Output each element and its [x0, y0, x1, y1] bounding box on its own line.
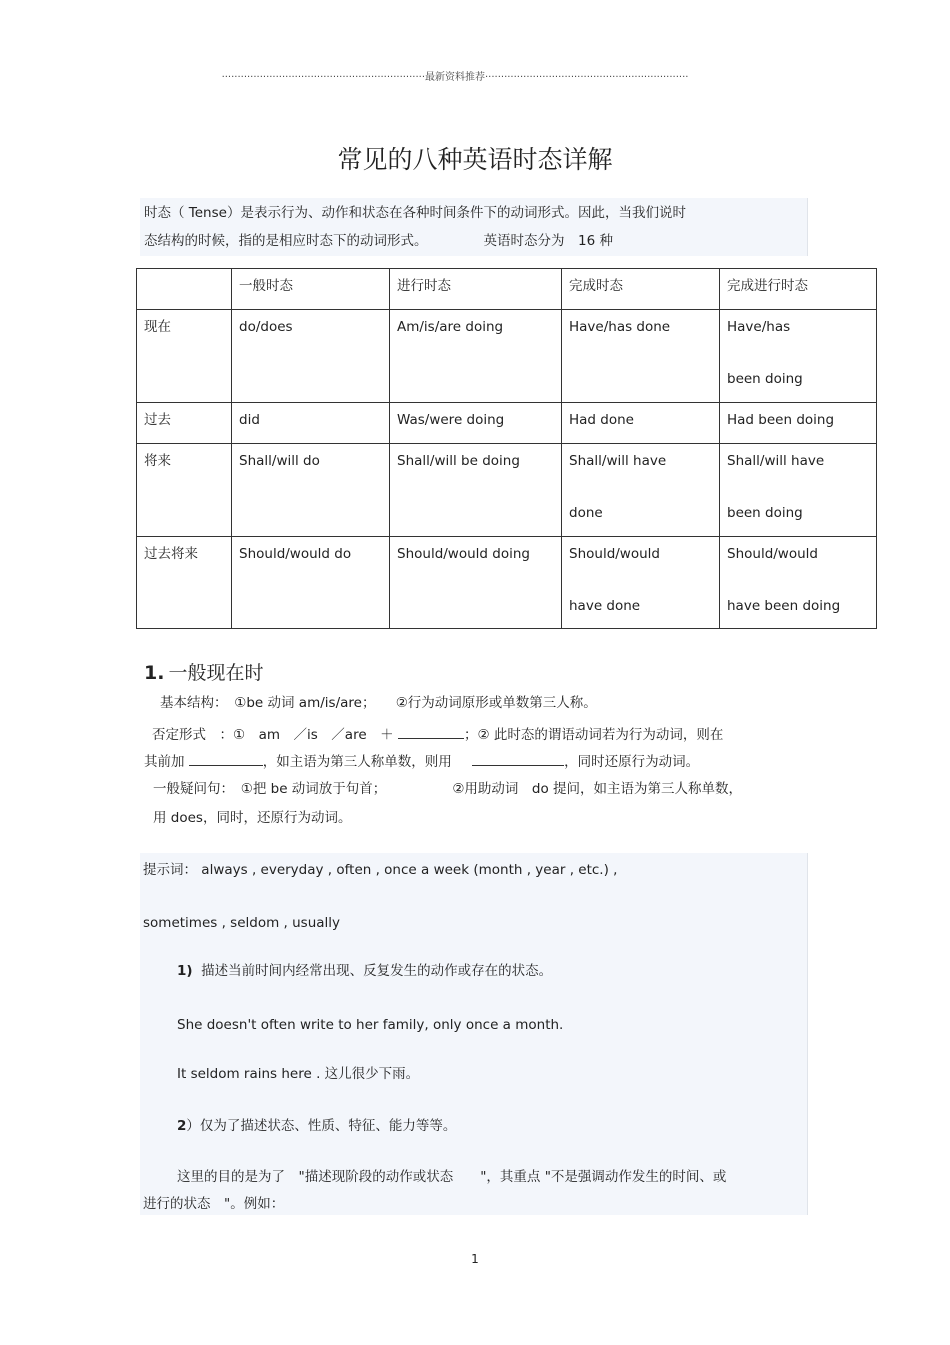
- table-header-cell: [137, 269, 232, 310]
- row-label: 将来: [137, 444, 232, 537]
- negative-form-text-b: ；② 此时态的谓语动词若为行为动词，则在: [463, 727, 724, 743]
- cell-line: Should/would: [727, 546, 818, 562]
- hints-block: [140, 853, 808, 1215]
- basic-structure-line: 基本结构： ①be 动词 am/is/are； ②行为动词原形或单数第三人称。: [160, 695, 597, 711]
- table-cell: Shall/will do: [232, 444, 390, 537]
- row-label: 现在: [137, 310, 232, 403]
- cell-line: Shall/will have: [569, 453, 667, 469]
- header-dots-left: ································································: [221, 72, 425, 83]
- example-sentence: She doesn't often write to her family, only once a month.: [177, 1017, 564, 1033]
- point-text: ）仅为了描述状态、性质、特征、能力等等。: [186, 1118, 457, 1134]
- example-sentence: It seldom rains here . 这儿很少下雨。: [177, 1066, 420, 1082]
- table-cell: [562, 444, 720, 537]
- table-row: [137, 310, 877, 403]
- table-row: [137, 444, 877, 537]
- cell-line: Shall/will have: [727, 453, 825, 469]
- cell-line: have been doing: [727, 598, 841, 614]
- page-number: 1: [471, 1252, 479, 1266]
- table-header-cell: 进行时态: [390, 269, 562, 310]
- point-text: 描述当前时间内经常出现、反复发生的动作或存在的状态。: [201, 963, 553, 979]
- table-header-cell: 完成进行时态: [720, 269, 877, 310]
- question-form-text-b: ②用助动词 do 提问，如主语为第三人称单数，: [452, 781, 743, 797]
- point-number: 1): [177, 963, 193, 979]
- explanation-line-1: 这里的目的是为了 "描述现阶段的动作或状态 "，其重点 "不是强调动作发生的时间、或: [177, 1169, 727, 1185]
- hint-words-line-1: 提示词： always , everyday , often , once a week (month , year , etc.) ,: [143, 862, 618, 878]
- negative-form-line-1: [152, 725, 723, 744]
- table-header-row: [137, 269, 877, 310]
- question-form-line-2: 用 does，同时，还原行为动词。: [153, 810, 352, 826]
- fill-blank: [472, 752, 564, 766]
- row-label: 过去将来: [137, 537, 232, 629]
- table-cell: Had been doing: [720, 403, 877, 444]
- hint-words-line-2: sometimes , seldom , usually: [143, 915, 341, 931]
- table-cell: do/does: [232, 310, 390, 403]
- table-cell: Was/were doing: [390, 403, 562, 444]
- fill-blank: [398, 725, 464, 739]
- tense-table: [136, 268, 877, 629]
- cell-line: have done: [569, 598, 641, 614]
- cell-line: done: [569, 505, 603, 521]
- table-cell: [720, 537, 877, 629]
- table-cell: Am/is/are doing: [390, 310, 562, 403]
- table-header-cell: 完成时态: [562, 269, 720, 310]
- intro-line-2: [144, 232, 613, 250]
- section-number: 1.: [144, 662, 165, 684]
- point-number: 2: [177, 1118, 187, 1134]
- usage-point-2: [177, 1117, 456, 1135]
- negative-form-text: ，如主语为第三人称单数，则用: [262, 754, 452, 770]
- usage-point-1: [177, 962, 552, 980]
- section-title: 一般现在时: [168, 662, 264, 684]
- question-form-text: 一般疑问句： ①把 be 动词放于句首；: [153, 781, 387, 797]
- explanation-line-2: 进行的状态 "。例如：: [143, 1196, 285, 1212]
- table-cell: did: [232, 403, 390, 444]
- table-cell: Shall/will be doing: [390, 444, 562, 537]
- cell-line: been doing: [727, 371, 803, 387]
- page-header: [170, 68, 740, 83]
- page-title: 常见的八种英语时态详解: [337, 145, 613, 174]
- negative-form-text: ，同时还原行为动词。: [564, 754, 700, 770]
- negative-form-text: 否定形式 ：① am ／is ／are ＋: [152, 727, 394, 743]
- cell-line: Should/would: [569, 546, 660, 562]
- negative-form-line-2: [144, 752, 699, 771]
- intro-line-1: 时态（ Tense）是表示行为、动作和状态在各种时间条件下的动词形式。因此，当我们说时: [144, 205, 686, 221]
- table-cell: Should/would doing: [390, 537, 562, 629]
- header-dots-right: ································································: [485, 72, 689, 83]
- section-heading: [144, 658, 263, 685]
- table-cell: [562, 537, 720, 629]
- cell-line: Have/has: [727, 319, 791, 335]
- table-cell: Had done: [562, 403, 720, 444]
- intro-line-2b: 英语时态分为 16 种: [483, 233, 613, 249]
- table-row: [137, 403, 877, 444]
- table-row: [137, 537, 877, 629]
- fill-blank: [189, 752, 263, 766]
- intro-block: [140, 198, 808, 256]
- table-header-cell: 一般时态: [232, 269, 390, 310]
- header-label: 最新资料推荐: [425, 72, 485, 83]
- table-cell: Should/would do: [232, 537, 390, 629]
- row-label: 过去: [137, 403, 232, 444]
- table-cell: Have/has done: [562, 310, 720, 403]
- table-cell: [720, 310, 877, 403]
- negative-form-text: 其前加: [144, 754, 185, 770]
- table-cell: [720, 444, 877, 537]
- question-form-line-1: [153, 780, 742, 798]
- intro-line-2a: 态结构的时候，指的是相应时态下的动词形式。: [144, 233, 428, 249]
- cell-line: been doing: [727, 505, 803, 521]
